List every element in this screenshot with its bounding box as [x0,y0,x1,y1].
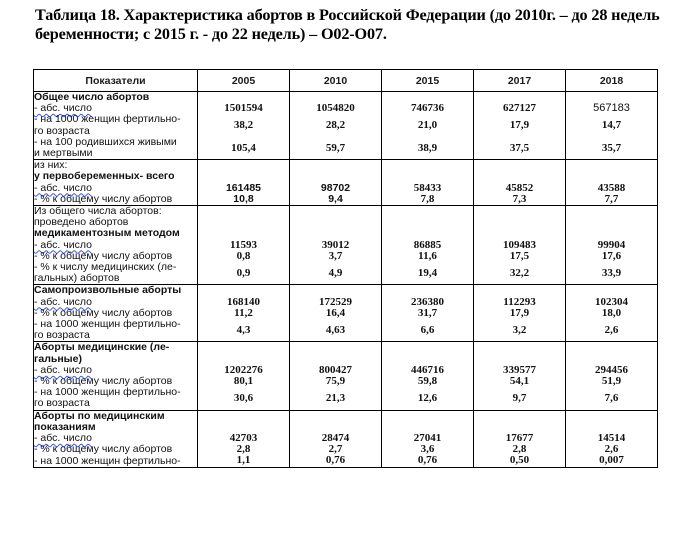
data-value: 2,7 [328,443,343,456]
data-value: 58433 [413,181,442,194]
data-value: 567183 [593,102,630,115]
row-label: - абс. число [34,363,92,376]
spacer [474,206,565,240]
data-value: 4,9 [328,267,343,279]
data-value: 4,63 [325,324,346,337]
data-value: 2,6 [604,443,619,456]
data-value: 45852 [505,181,534,194]
table-section [34,92,658,160]
row-label: - на 100 родившихся живыми [34,135,177,148]
spacer [290,342,381,364]
data-value: 39012 [321,238,350,251]
data-value: 43588 [597,181,626,194]
data-value: 0,8 [236,249,251,262]
row-label: - на 1000 женщин фертильно- [34,454,181,467]
data-value: 75,9 [325,375,346,388]
section-heading: гальные) [34,352,82,365]
data-value: 3,7 [328,249,343,262]
data-value: 35,7 [601,141,622,154]
data-value: 38,9 [417,141,438,154]
data-value: 236380 [411,295,444,308]
row-label: и мертвыми [34,147,93,160]
data-value: 0,007 [599,454,624,467]
data-value: 1054820 [316,102,355,115]
data-value: 59,8 [417,375,438,388]
table-section [34,160,658,206]
data-value: 10,8 [233,192,254,205]
data-value: 12,6 [417,392,438,405]
data-value: 1,1 [236,454,251,467]
spacer [382,285,473,296]
spacer [474,285,565,296]
data-value: 2,6 [604,324,619,337]
data-value: 14,7 [601,119,622,132]
data-value: 17,9 [509,119,530,132]
spacer [290,206,381,240]
spacer [474,342,565,364]
data-value: 80,1 [233,375,254,388]
data-value: 2,8 [512,443,527,456]
row-label: - на 1000 женщин фертильно- [34,113,181,126]
data-value: 32,2 [509,267,530,279]
row-label: го возраста [34,124,90,137]
year-values-cell [566,92,658,160]
data-value: 446716 [411,363,444,376]
section-heading: Из общего числа абортов: [34,205,162,218]
section-heading: у первобеременных- всего [34,170,175,183]
spacer [198,206,289,240]
table-section [34,206,658,285]
data-value: 21,3 [325,392,346,405]
header-indicator: Показатели [34,70,198,92]
data-value: 6,6 [420,324,435,337]
year-values-cell [290,206,382,285]
data-value: 800427 [319,363,352,376]
spacer [382,206,473,240]
data-value: 0,76 [325,454,346,467]
section-heading: Самопроизвольные аборты [34,284,182,297]
year-values-cell [290,92,382,160]
row-label: - абс. число [34,102,92,115]
row-label: гальных) абортов [34,272,120,285]
data-value: 14514 [597,432,626,445]
data-value: 168140 [227,295,260,308]
data-value: 30,6 [233,392,254,405]
data-value: 0,50 [509,454,530,467]
abortion-stats-table [33,69,658,468]
row-label: - % к общему числу абортов [34,375,173,388]
data-value: 38,2 [233,119,254,132]
data-value: 86885 [413,238,442,251]
data-value: 2,8 [236,443,251,456]
year-values-cell [198,206,290,285]
year-values-cell [566,342,658,410]
year-values-cell [290,342,382,410]
spacer [382,160,473,182]
data-value: 27041 [413,432,442,445]
data-value: 0,76 [417,454,438,467]
year-values-cell [474,206,566,285]
row-label: - % к числу медицинских (ле- [34,261,177,274]
row-label: - абс. число [34,432,92,445]
spacer [566,342,657,364]
data-value: 109483 [503,238,536,251]
data-value: 17,5 [509,249,530,262]
data-value: 59,7 [325,141,346,154]
data-value: 16,4 [325,306,346,319]
section-heading: проведено абортов [34,216,129,229]
spacer [290,160,381,182]
year-values-cell [382,92,474,160]
section-label-cell [34,342,198,410]
data-value: 0,9 [236,267,251,279]
year-values-cell [198,160,290,206]
data-value: 51,9 [601,375,622,388]
row-label: - абс. число [34,181,92,194]
spacer [566,160,657,182]
data-value: 31,7 [417,306,438,319]
table-section [34,410,658,467]
year-values-cell [474,342,566,410]
data-value: 161485 [225,181,262,194]
data-value: 33,9 [601,267,622,279]
year-values-cell [566,285,658,342]
spacer [566,411,657,433]
header-year: 2015 [382,70,474,92]
data-value: 21,0 [417,119,438,132]
row-label: - % к общему числу абортов [34,306,173,319]
header-row [34,70,658,92]
spacer [198,342,289,364]
spacer [382,411,473,433]
year-values-cell [382,206,474,285]
section-label-cell [34,410,198,467]
data-value: 9,4 [328,192,343,205]
section-heading: Аборты медицинские (ле- [34,341,170,354]
data-value: 11,2 [234,306,253,319]
data-value: 99904 [597,238,626,251]
spacer [290,411,381,433]
data-value: 102304 [595,295,628,308]
year-values-cell [198,92,290,160]
row-label: - абс. число [34,295,92,308]
data-value: 37,5 [509,141,530,154]
year-values-cell [474,160,566,206]
spacer [566,285,657,296]
year-values-cell [566,160,658,206]
data-value: 18,0 [601,306,622,319]
table-section [34,285,658,342]
year-values-cell [290,410,382,467]
year-values-cell [382,160,474,206]
table-section [34,342,658,410]
data-value: 7,7 [604,192,619,205]
year-values-cell [474,285,566,342]
row-label: - % к общему числу абортов [34,192,173,205]
data-value: 7,6 [604,392,619,405]
table-caption: Таблица 18. Характеристика абортов в Российской Федерации (до 2010г. – до 28 недель беременности; с 2015 г. - до 22 недель) – О02-О07. [35,6,660,43]
row-label: го возраста [34,397,90,410]
spacer [474,411,565,433]
year-values-cell [198,410,290,467]
year-values-cell [474,92,566,160]
data-value: 3,2 [512,324,527,337]
year-values-cell [198,342,290,410]
row-label: - % к общему числу абортов [34,443,173,456]
section-label-cell [34,160,198,206]
year-values-cell [290,160,382,206]
section-heading: медикаментозным методом [34,227,180,240]
section-heading: Общее число абортов [34,91,150,103]
data-value: 1501594 [224,102,263,115]
header-year: 2018 [566,70,658,92]
year-values-cell [382,410,474,467]
data-value: 3,6 [420,443,435,456]
data-value: 54,1 [509,375,530,388]
header-year: 2010 [290,70,382,92]
row-label: - абс. число [34,238,92,251]
spacer [198,160,289,182]
year-values-cell [382,342,474,410]
row-label: - на 1000 женщин фертильно- [34,318,181,331]
year-values-cell [566,206,658,285]
section-label-cell [34,285,198,342]
data-value: 17,6 [601,249,622,262]
year-values-cell [474,410,566,467]
data-value: 1202276 [224,363,263,376]
row-label: - на 1000 женщин фертильно- [34,386,181,399]
data-value: 98702 [320,181,351,194]
section-heading: показаниям [34,420,96,433]
spacer [198,411,289,433]
spacer [474,160,565,182]
data-value: 112293 [503,295,536,308]
data-value: 11,6 [418,249,437,262]
row-label: - % к общему числу абортов [34,249,173,262]
data-value: 172529 [319,295,352,308]
data-value: 7,8 [420,192,435,205]
data-value: 627127 [503,102,536,115]
spacer [290,285,381,296]
section-heading: Аборты по медицинским [34,409,165,422]
data-value: 17677 [505,432,534,445]
data-value: 17,9 [509,306,530,319]
spacer [198,285,289,296]
header-year: 2005 [198,70,290,92]
spacer [566,206,657,240]
year-values-cell [566,410,658,467]
section-label-cell [34,92,198,160]
year-values-cell [382,285,474,342]
data-value: 28,2 [325,119,346,132]
section-heading: из них: [34,159,68,172]
section-label-cell [34,206,198,285]
data-value: 746736 [411,102,444,115]
year-values-cell [198,285,290,342]
row-label: го возраста [34,329,90,342]
data-value: 9,7 [512,392,527,405]
header-year: 2017 [474,70,566,92]
data-value: 294456 [595,363,628,376]
data-value: 11593 [230,238,257,251]
data-value: 42703 [229,432,258,445]
data-value: 339577 [503,363,536,376]
data-value: 105,4 [231,141,256,154]
data-value: 7,3 [512,192,527,205]
spacer [382,342,473,364]
data-value: 4,3 [236,324,251,337]
data-value: 28474 [321,432,350,445]
year-values-cell [290,285,382,342]
data-value: 19,4 [417,267,438,279]
